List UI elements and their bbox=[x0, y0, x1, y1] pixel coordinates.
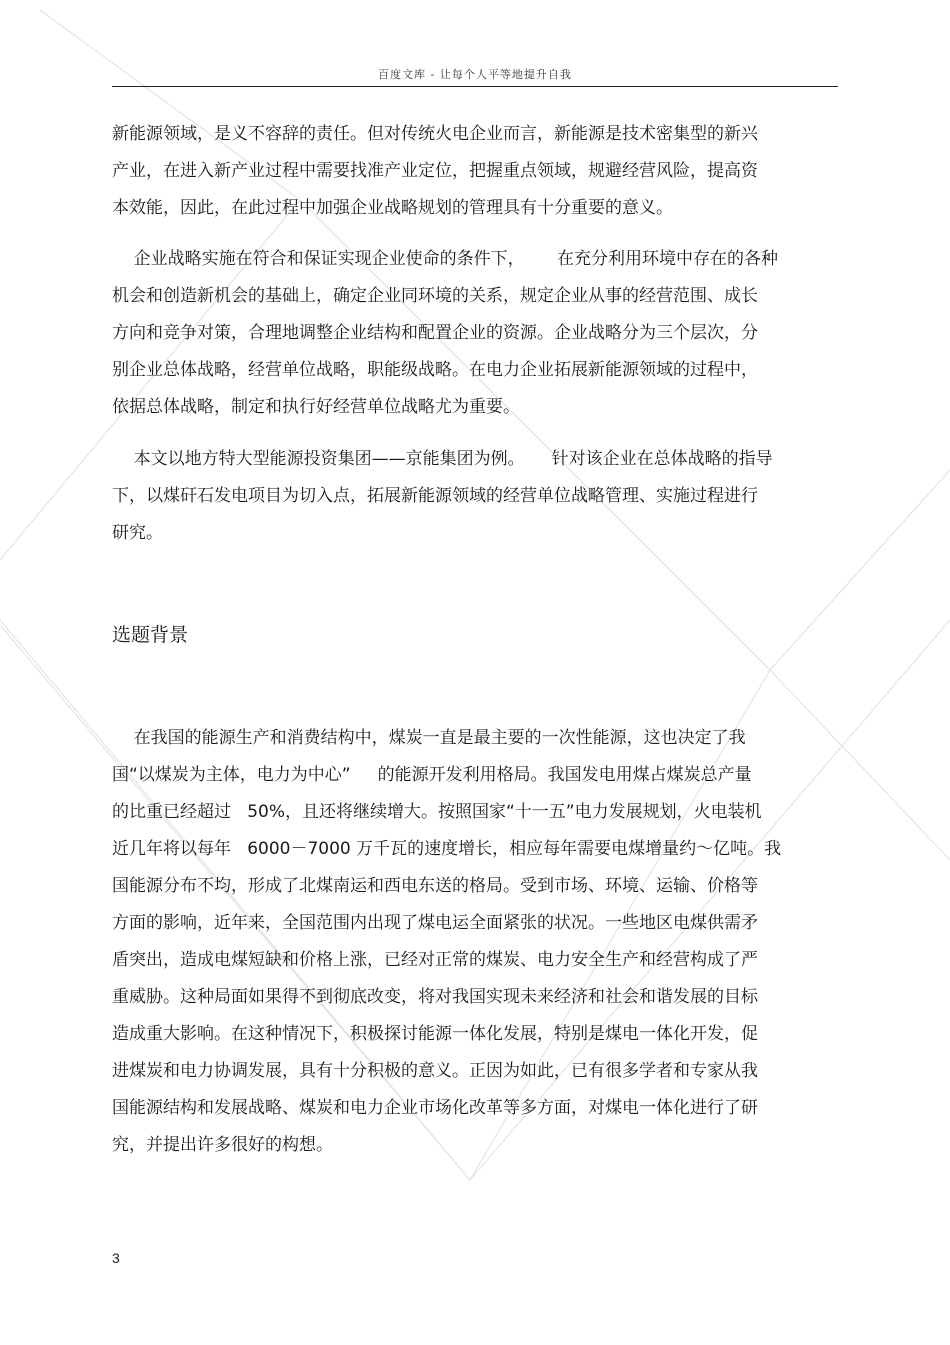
page-header: 百度文库 - 让每个人平等地提升自我 bbox=[378, 68, 572, 81]
paragraph-3-line-1: 本文以地方特大型能源投资集团——京能集团为例。 针对该企业在总体战略的指导 bbox=[112, 449, 773, 469]
section-line-8: 重威胁。这种局面如果得不到彻底改变，将对我国实现未来经济和社会和谐发展的目标 bbox=[112, 987, 758, 1007]
section-line-4: 近几年将以每年 6000－7000 万千瓦的速度增长，相应每年需要电煤增量约～亿吨。我 bbox=[112, 839, 782, 859]
paragraph-3-line-2: 下，以煤矸石发电项目为切入点，拓展新能源领域的经营单位战略管理、实施过程进行 bbox=[112, 486, 758, 506]
section-line-2: 国“以煤炭为主体，电力为中心” 的能源开发利用格局。我国发电用煤占煤炭总产量 bbox=[112, 765, 752, 785]
section-heading: 选题背景 bbox=[112, 624, 189, 646]
paragraph-1-line-3: 本效能，因此，在此过程中加强企业战略规划的管理具有十分重要的意义。 bbox=[112, 198, 673, 218]
section-line-3: 的比重已经超过 50%，且还将继续增大。按照国家“十一五”电力发展规划，火电装机 bbox=[112, 802, 762, 822]
paragraph-2-line-5: 依据总体战略，制定和执行好经营单位战略尤为重要。 bbox=[112, 397, 520, 417]
section-line-10: 进煤炭和电力协调发展，具有十分积极的意义。正因为如此，已有很多学者和专家从我 bbox=[112, 1061, 758, 1081]
paragraph-2-line-3: 方向和竞争对策，合理地调整企业结构和配置企业的资源。企业战略分为三个层次，分 bbox=[112, 323, 758, 343]
paragraph-2-line-1: 企业战略实施在符合和保证实现企业使命的条件下， 在充分利用环境中存在的各种 bbox=[112, 249, 779, 269]
page-number: 3 bbox=[112, 1250, 120, 1266]
section-line-5: 国能源分布不均，形成了北煤南运和西电东送的格局。受到市场、环境、运输、价格等 bbox=[112, 876, 758, 896]
section-line-9: 造成重大影响。在这种情况下，积极探讨能源一体化发展，特别是煤电一体化开发，促 bbox=[112, 1024, 758, 1044]
paragraph-3-line-3: 研究。 bbox=[112, 523, 163, 543]
section-line-12: 究，并提出许多很好的构想。 bbox=[112, 1135, 333, 1155]
paragraph-1-line-1: 新能源领域，是义不容辞的责任。但对传统火电企业而言，新能源是技术密集型的新兴 bbox=[112, 124, 758, 144]
paragraph-2-line-4: 别企业总体战略，经营单位战略，职能级战略。在电力企业拓展新能源领域的过程中， bbox=[112, 360, 758, 380]
paragraph-1-line-2: 产业，在进入新产业过程中需要找准产业定位，把握重点领域，规避经营风险，提高资 bbox=[112, 161, 758, 181]
section-line-11: 国能源结构和发展战略、煤炭和电力企业市场化改革等多方面，对煤电一体化进行了研 bbox=[112, 1098, 758, 1118]
section-line-1: 在我国的能源生产和消费结构中，煤炭一直是最主要的一次性能源，这也决定了我 bbox=[112, 728, 746, 748]
paragraph-2-line-2: 机会和创造新机会的基础上，确定企业同环境的关系，规定企业从事的经营范围、成长 bbox=[112, 286, 758, 306]
header-divider bbox=[112, 86, 838, 87]
section-line-7: 盾突出，造成电煤短缺和价格上涨，已经对正常的煤炭、电力安全生产和经营构成了严 bbox=[112, 950, 758, 970]
section-line-6: 方面的影响，近年来，全国范围内出现了煤电运全面紧张的状况。一些地区电煤供需矛 bbox=[112, 913, 758, 933]
